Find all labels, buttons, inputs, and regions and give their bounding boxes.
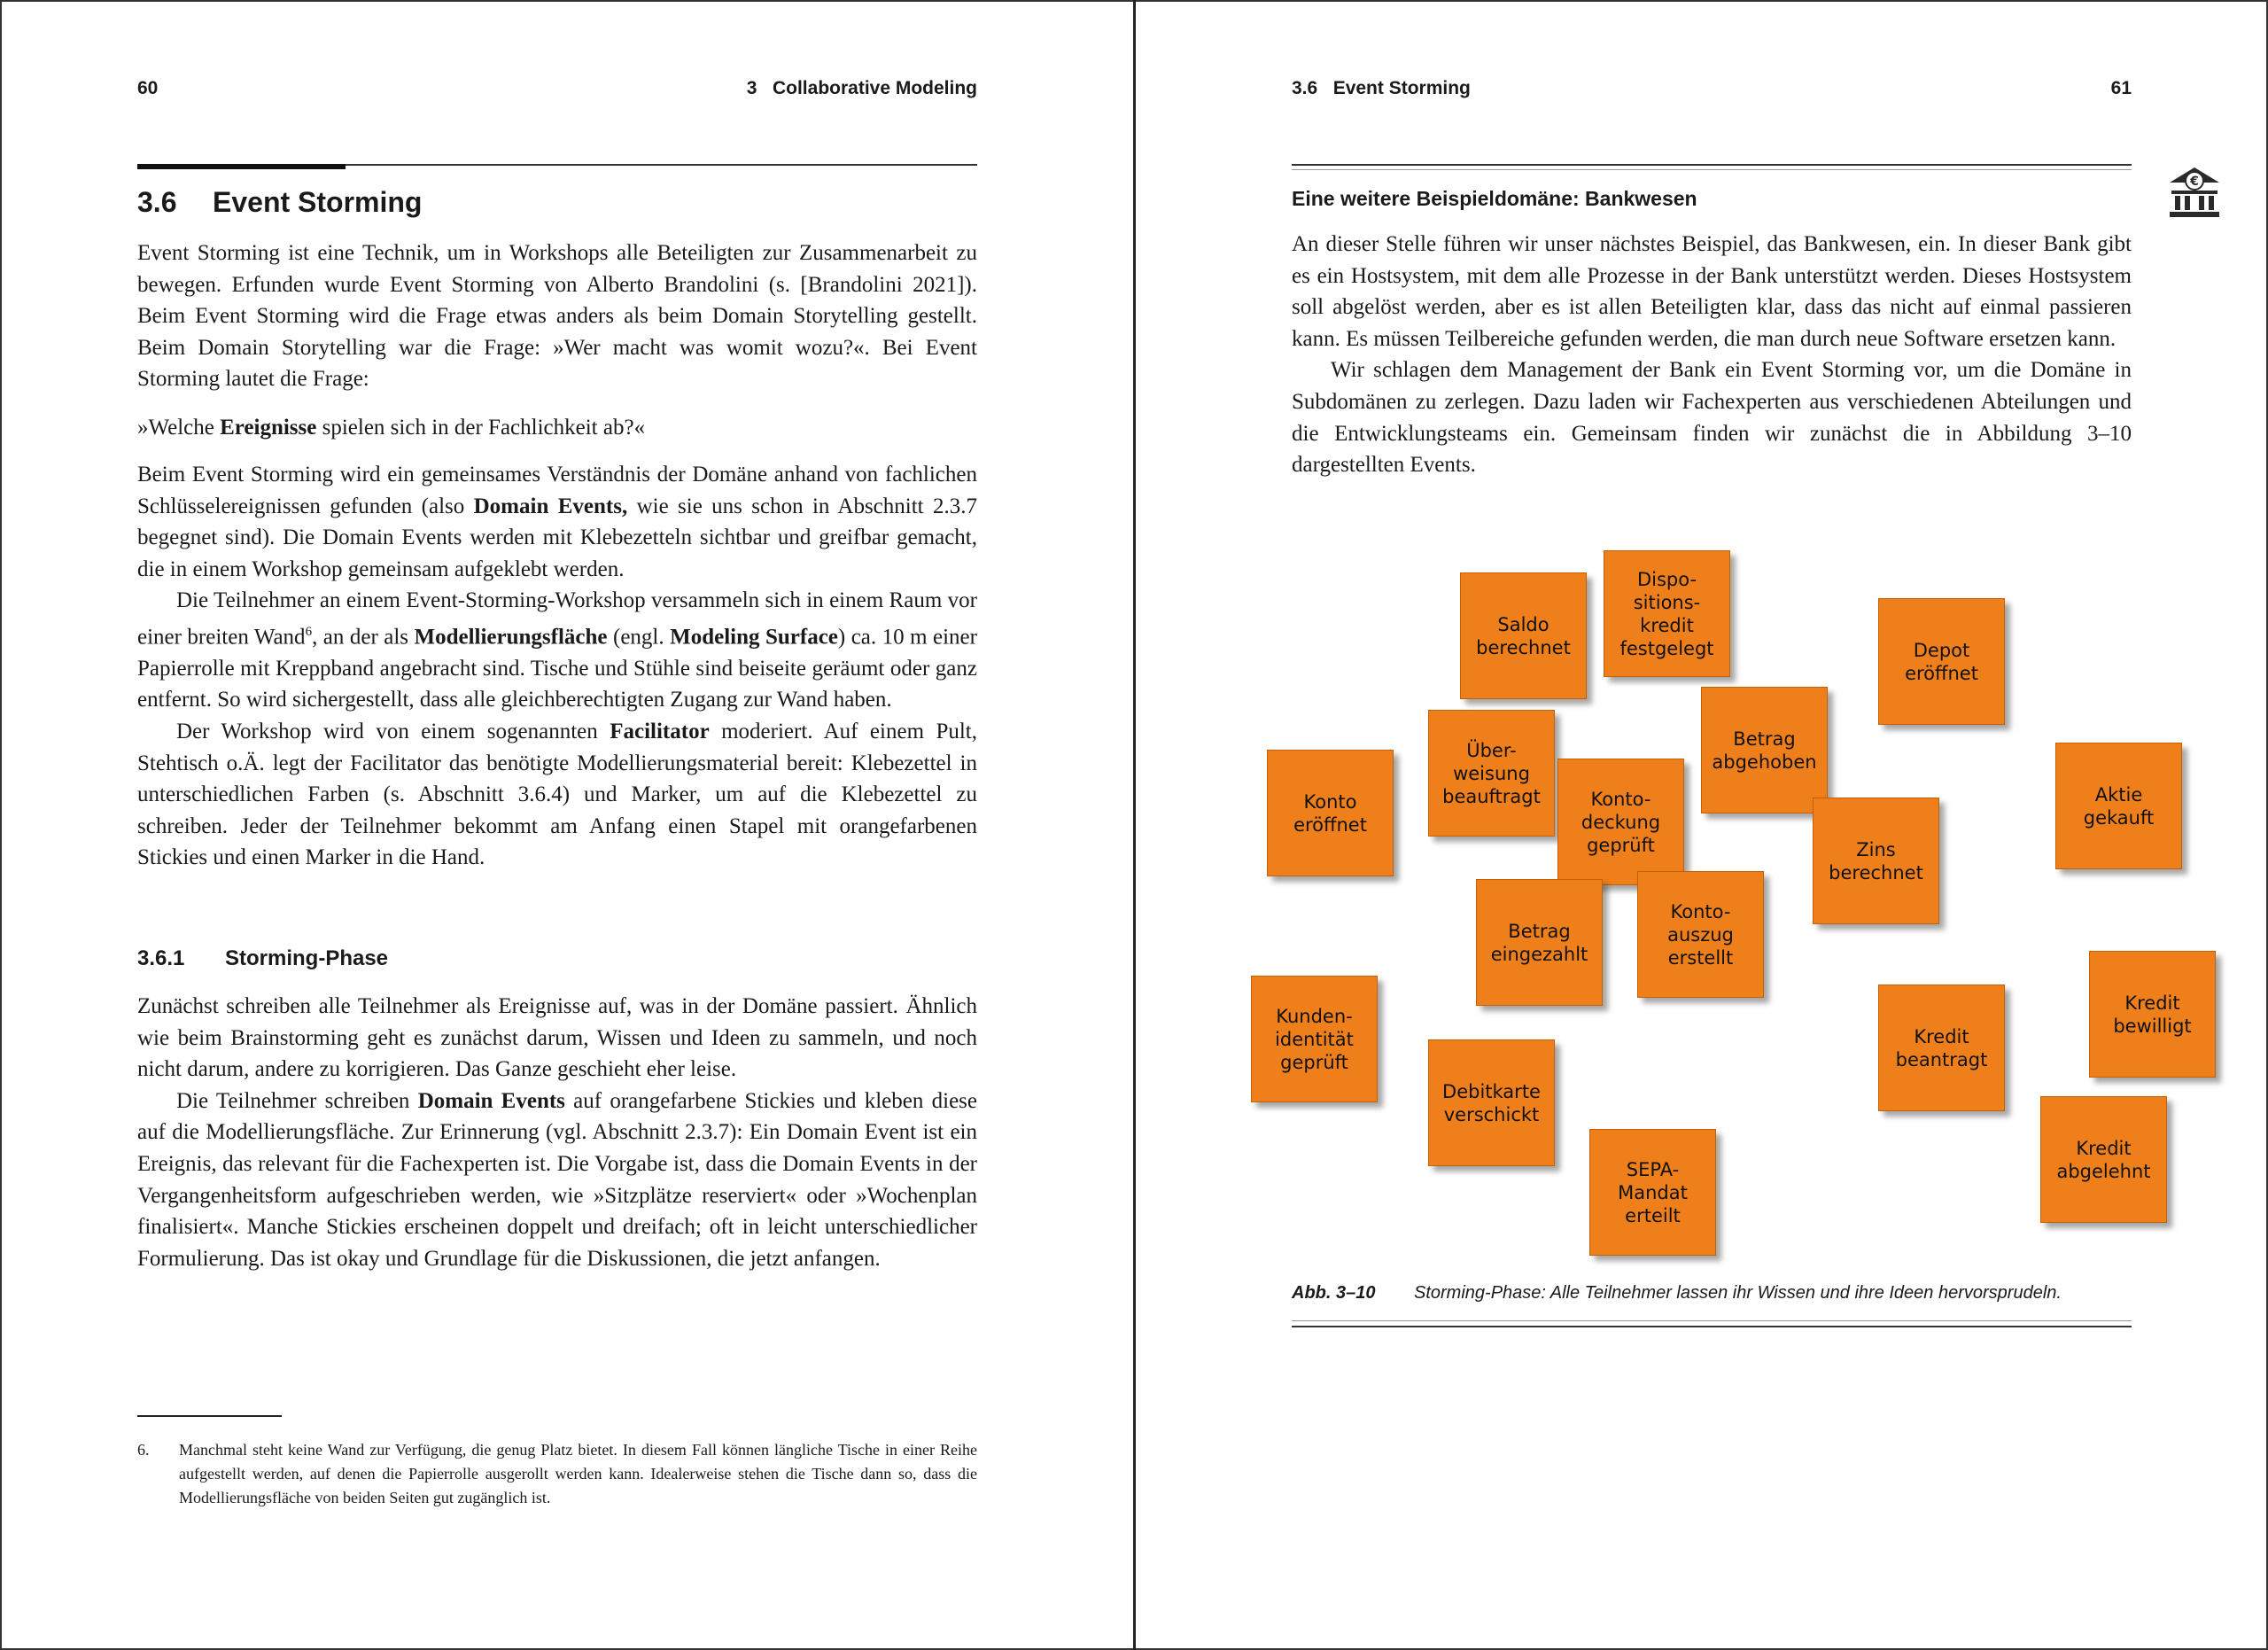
subsection-title: Storming-Phase — [225, 946, 389, 970]
section-heading — [137, 186, 422, 219]
sticky-note: Aktie gekauft — [2055, 743, 2182, 869]
chapter-header: 3 Collaborative Modeling — [746, 78, 977, 98]
sticky-note: SEPA- Mandat erteilt — [1589, 1129, 1716, 1256]
bank-euro-icon — [2167, 165, 2222, 220]
page-number: 61 — [2110, 78, 2132, 98]
figure-caption — [1292, 1283, 2132, 1304]
box-title: Eine weitere Beispieldomäne: Bankwesen — [1292, 187, 1697, 210]
right-page — [1292, 0, 2132, 1650]
sticky-note: Konto- deckung geprüft — [1557, 759, 1684, 885]
paragraph: An dieser Stelle führen wir unser nächstes Beispiel, das Bankwesen, ein. In dieser Bank gibt es ein Hostsystem, mit dem alle Prozesse in der Bank unterstützt werden. Dieses Hostsystem soll abgelöst werden, aber es ist allen Beteiligten klar, dass das nicht auf einmal passieren kann. Es müssen Teilbereiche gefunden werden, die man durch neue Software ersetzen kann. — [1292, 232, 2132, 351]
sticky-note: Zins berechnet — [1813, 798, 1939, 924]
section-rule-accent — [137, 164, 346, 169]
sticky-note: Kunden- identität geprüft — [1251, 976, 1378, 1102]
left-page — [137, 0, 977, 1650]
subsection-number: 3.6.1 — [137, 946, 185, 970]
footnote-rule — [137, 1415, 282, 1417]
quote-text: spielen sich in der Fachlichkeit ab?« — [316, 416, 646, 440]
sticky-note: Depot eröffnet — [1878, 598, 2005, 725]
running-header-right — [1292, 78, 2132, 105]
sticky-note: Konto- auszug erstellt — [1637, 871, 1764, 998]
paragraph: Der Workshop wird von einem sogenannten Facilitator moderiert. Auf einem Pult, Stehtisch o.Ä. legt der Facilitator das benötigte Modellierungsmaterial bereit: Klebezettel in unterschiedlichen Farben (s. Abschnitt 3.6.4) und Marker, um auf die Klebezettel zu schreiben. Jeder der Teilnehmer bekommt am Anfang einen Stapel mit orangefarbenen Stickies und einen Marker in die Hand. — [137, 720, 978, 870]
section-title: Event Storming — [213, 186, 423, 218]
box-rule-top — [1292, 164, 2132, 166]
box-rule-top-inner — [1292, 169, 2132, 170]
box-rule-bottom-inner — [1292, 1320, 2132, 1321]
sticky-note: Kredit bewilligt — [2089, 951, 2216, 1078]
sticky-note: Konto eröffnet — [1267, 750, 1394, 876]
footnote-text: Manchmal steht keine Wand zur Verfügung, die genug Platz bietet. In diesem Fall können längliche Tische in einer Reihe aufgestellt werden, auf denen die Papierrolle ausgerollt werden kann. Idealerweise stehen die Tische dann so, dass die Modellierungsfläche von beiden Seiten gut zugänglich ist. — [179, 1441, 977, 1506]
section-number: 3.6 — [137, 186, 177, 218]
box-rule-bottom — [1292, 1326, 2132, 1327]
footnote-number: 6. — [137, 1441, 150, 1459]
subsection-heading — [137, 946, 388, 971]
sticky-note: Betrag abgehoben — [1701, 687, 1828, 813]
paragraph: Beim Event Storming wird ein gemeinsames Verständnis der Domäne anhand von fachlichen Schlüsselereignissen gefunden (also Domain Events, wie sie uns schon in Abschnitt 2.3.7 begegnet sind). Die Domain Events werden mit Klebezetteln sichtbar und greifbar gemacht, die in einem Workshop gemeinsam aufgeklebt werden. — [137, 463, 977, 581]
paragraph: Event Storming ist eine Technik, um in Workshops alle Beteiligten zur Zusammenarbeit zu bewegen. Erfunden wurde Event Storming von Alberto Brandolini (s. [Brandolini 2021]). Beim Event Storming wird die Frage etwas anders als beim Domain Storytelling gestellt. Beim Domain Storytelling war die Frage: »Wer macht was womit wozu?«. Bei Event Storming lautet die Frage: — [137, 241, 977, 392]
sticky-note: Dispo- sitions- kredit festgelegt — [1604, 550, 1730, 677]
paragraph: Zunächst schreiben alle Teilnehmer als Ereignisse auf, was in der Domäne passiert. Ähnlich wie beim Brainstorming geht es zunächst darum, Wissen und Ideen zu sammeln, und noch nicht darum, andere zu korrigieren. Das Ganze geschieht eher leise. — [137, 994, 977, 1082]
main-text — [137, 459, 977, 874]
running-header-left — [137, 78, 977, 105]
box-text — [1292, 229, 2132, 481]
sticky-note: Debitkarte verschickt — [1428, 1039, 1555, 1166]
page-number: 60 — [137, 78, 159, 98]
paragraph: Die Teilnehmer schreiben Domain Events auf orangefarbene Stickies und kleben diese auf die Modellierungsfläche. Zur Erinnerung (vgl. Abschnitt 2.3.7): Ein Domain Event ist ein Ereignis, das relevant für die Fachexperten ist. Die Vorgabe ist, dass die Domain Events in der Vergangenheitsform aufgeschrieben werden, wie »Sitzplätze reserviert« oder »Wochenplan finalisiert«. Manche Stickies erscheinen doppelt und dreifach; oft in leicht unterschiedlicher Formulierung. Das ist okay und Grundlage für die Diskussionen, die jetzt anfangen. — [137, 1088, 977, 1271]
storming-text — [137, 991, 977, 1274]
sticky-note: Über- weisung beauftragt — [1428, 710, 1555, 837]
paragraph: Wir schlagen dem Management der Bank ein Event Storming vor, um die Domäne in Subdomänen zu zerlegen. Dazu laden wir Fachexperten aus verschiedenen Abteilungen und die Entwicklungsteams ein. Gemeinsam finden wir zunächst die in Abbildung 3–10 dargestellten Events. — [1292, 358, 2132, 478]
figure-caption-text: Storming-Phase: Alle Teilnehmer lassen ihr Wissen und ihre Ideen hervorsprudeln. — [1414, 1283, 2062, 1303]
sticky-note: Kredit beantragt — [1878, 985, 2005, 1111]
footnote-ref: 6 — [305, 624, 313, 639]
sticky-note: Kredit abgelehnt — [2040, 1096, 2167, 1223]
svg-text:€: € — [2190, 175, 2199, 189]
paragraph: Die Teilnehmer an einem Event-Storming-Workshop versammeln sich in einem Raum vor einer breiten Wand$^6$, an der als Modellierungsfläche (engl. Modeling Surface) ca. 10 m einer Papierrolle mit Kreppband angebracht sind. Tische und Stühle sind beiseite geräumt oder ganz entfernt. So wird sichergestellt, dass alle gleichberechtigten Zugang zur Wand haben. — [137, 588, 977, 712]
sticky-note: Betrag eingezahlt — [1476, 879, 1603, 1006]
quote-emphasis: Ereignisse — [220, 416, 317, 440]
question-quote — [137, 412, 977, 444]
intro-text — [137, 237, 977, 395]
figure-label: Abb. 3–10 — [1292, 1283, 1376, 1303]
section-header: 3.6 Event Storming — [1292, 78, 1471, 98]
book-spine — [1133, 0, 1136, 1650]
footnote — [137, 1438, 977, 1510]
quote-text: »Welche — [137, 416, 221, 440]
sticky-note: Saldo berechnet — [1460, 572, 1587, 699]
